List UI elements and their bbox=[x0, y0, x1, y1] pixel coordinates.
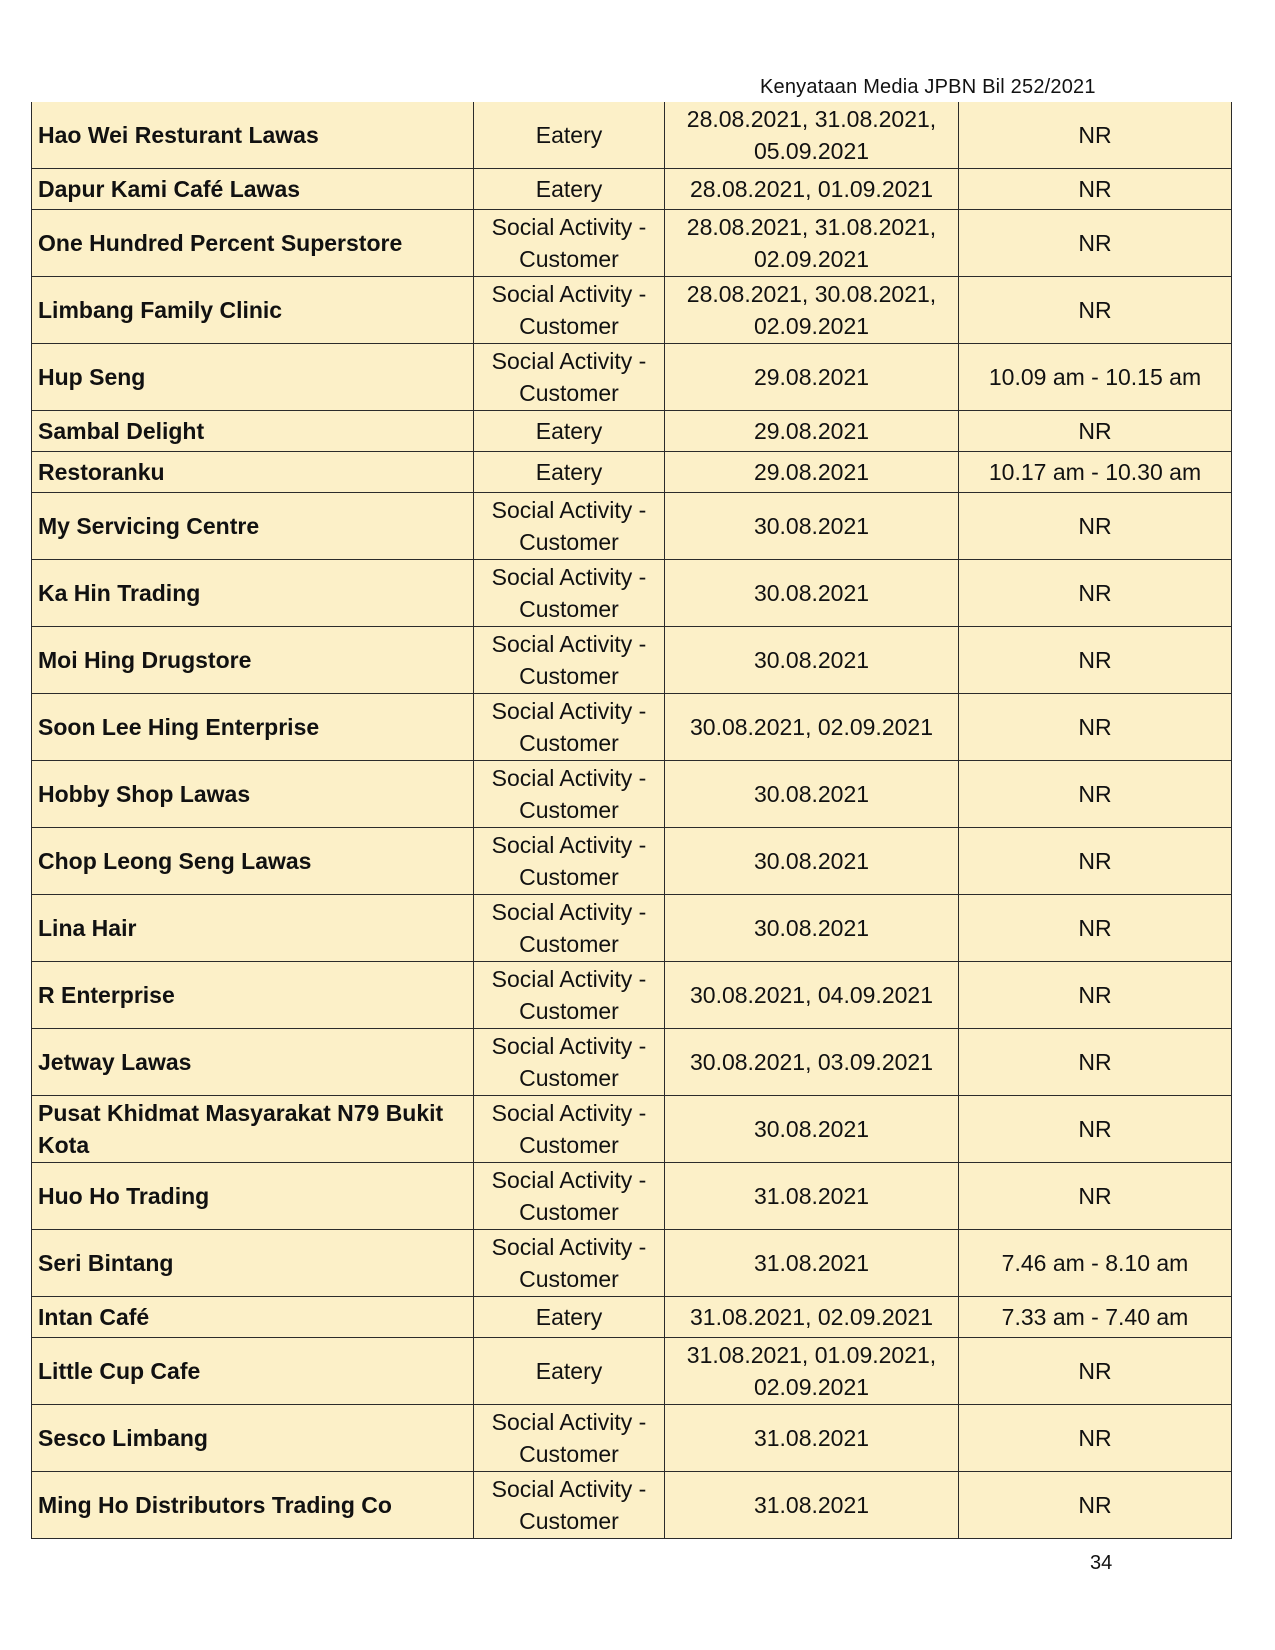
table-row bbox=[32, 828, 1232, 895]
premise-type: Eatery bbox=[474, 411, 665, 452]
visit-dates: 31.08.2021 bbox=[665, 1230, 959, 1297]
table-row bbox=[32, 1405, 1232, 1472]
table-row bbox=[32, 344, 1232, 411]
premise-type: Social Activity - Customer bbox=[474, 694, 665, 761]
visit-dates: 30.08.2021 bbox=[665, 895, 959, 962]
visit-time: 10.17 am - 10.30 am bbox=[959, 452, 1232, 493]
visit-time: NR bbox=[959, 962, 1232, 1029]
premises-table bbox=[31, 102, 1232, 1539]
visit-dates: 30.08.2021 bbox=[665, 761, 959, 828]
table-row bbox=[32, 560, 1232, 627]
table-row bbox=[32, 962, 1232, 1029]
visit-dates: 29.08.2021 bbox=[665, 452, 959, 493]
premise-type: Social Activity - Customer bbox=[474, 895, 665, 962]
visit-dates: 29.08.2021 bbox=[665, 411, 959, 452]
premise-name: Soon Lee Hing Enterprise bbox=[32, 694, 474, 761]
visit-dates: 30.08.2021 bbox=[665, 627, 959, 694]
visit-time: 10.09 am - 10.15 am bbox=[959, 344, 1232, 411]
premise-name: My Servicing Centre bbox=[32, 493, 474, 560]
visit-dates: 31.08.2021, 01.09.2021, 02.09.2021 bbox=[665, 1338, 959, 1405]
visit-dates: 30.08.2021 bbox=[665, 493, 959, 560]
premise-name: Huo Ho Trading bbox=[32, 1163, 474, 1230]
premise-type: Social Activity - Customer bbox=[474, 560, 665, 627]
table-row bbox=[32, 210, 1232, 277]
visit-dates: 29.08.2021 bbox=[665, 344, 959, 411]
visit-dates: 30.08.2021 bbox=[665, 828, 959, 895]
premise-name: Ka Hin Trading bbox=[32, 560, 474, 627]
visit-dates: 28.08.2021, 01.09.2021 bbox=[665, 169, 959, 210]
premise-type: Social Activity - Customer bbox=[474, 627, 665, 694]
premise-name: Sesco Limbang bbox=[32, 1405, 474, 1472]
visit-time: NR bbox=[959, 761, 1232, 828]
visit-dates: 30.08.2021, 03.09.2021 bbox=[665, 1029, 959, 1096]
visit-time: NR bbox=[959, 560, 1232, 627]
premise-type: Social Activity - Customer bbox=[474, 962, 665, 1029]
premise-name: Limbang Family Clinic bbox=[32, 277, 474, 344]
premise-name: Dapur Kami Café Lawas bbox=[32, 169, 474, 210]
premise-name: One Hundred Percent Superstore bbox=[32, 210, 474, 277]
premise-name: Hup Seng bbox=[32, 344, 474, 411]
visit-dates: 30.08.2021, 02.09.2021 bbox=[665, 694, 959, 761]
visit-time: NR bbox=[959, 828, 1232, 895]
table-row bbox=[32, 493, 1232, 560]
premise-type: Social Activity - Customer bbox=[474, 493, 665, 560]
premise-type: Social Activity - Customer bbox=[474, 1472, 665, 1539]
visit-time: NR bbox=[959, 102, 1232, 169]
visit-time: NR bbox=[959, 1029, 1232, 1096]
table-row bbox=[32, 1029, 1232, 1096]
premise-name: Seri Bintang bbox=[32, 1230, 474, 1297]
premise-type: Social Activity - Customer bbox=[474, 210, 665, 277]
visit-dates: 30.08.2021 bbox=[665, 1096, 959, 1163]
table-row bbox=[32, 1472, 1232, 1539]
visit-time: 7.46 am - 8.10 am bbox=[959, 1230, 1232, 1297]
visit-time: NR bbox=[959, 895, 1232, 962]
visit-time: NR bbox=[959, 169, 1232, 210]
premise-name: Sambal Delight bbox=[32, 411, 474, 452]
table-row bbox=[32, 1163, 1232, 1230]
table-row bbox=[32, 452, 1232, 493]
visit-time: 7.33 am - 7.40 am bbox=[959, 1297, 1232, 1338]
premise-name: Little Cup Cafe bbox=[32, 1338, 474, 1405]
visit-dates: 30.08.2021 bbox=[665, 560, 959, 627]
premise-name: Hobby Shop Lawas bbox=[32, 761, 474, 828]
visit-time: NR bbox=[959, 210, 1232, 277]
premise-type: Eatery bbox=[474, 169, 665, 210]
visit-dates: 30.08.2021, 04.09.2021 bbox=[665, 962, 959, 1029]
visit-dates: 28.08.2021, 31.08.2021, 02.09.2021 bbox=[665, 210, 959, 277]
premise-name: Pusat Khidmat Masyarakat N79 Bukit Kota bbox=[32, 1096, 474, 1163]
premise-type: Eatery bbox=[474, 1338, 665, 1405]
visit-time: NR bbox=[959, 493, 1232, 560]
premise-name: R Enterprise bbox=[32, 962, 474, 1029]
table-row bbox=[32, 694, 1232, 761]
visit-time: NR bbox=[959, 411, 1232, 452]
visit-dates: 31.08.2021 bbox=[665, 1405, 959, 1472]
visit-time: NR bbox=[959, 1163, 1232, 1230]
visit-time: NR bbox=[959, 1338, 1232, 1405]
premise-name: Jetway Lawas bbox=[32, 1029, 474, 1096]
premise-type: Social Activity - Customer bbox=[474, 1230, 665, 1297]
visit-dates: 28.08.2021, 30.08.2021, 02.09.2021 bbox=[665, 277, 959, 344]
premise-name: Ming Ho Distributors Trading Co bbox=[32, 1472, 474, 1539]
table-row bbox=[32, 1096, 1232, 1163]
visit-dates: 31.08.2021 bbox=[665, 1472, 959, 1539]
premise-type: Social Activity - Customer bbox=[474, 1029, 665, 1096]
page-header: Kenyataan Media JPBN Bil 252/2021 bbox=[760, 76, 1096, 98]
visit-dates: 31.08.2021, 02.09.2021 bbox=[665, 1297, 959, 1338]
premise-type: Eatery bbox=[474, 102, 665, 169]
page-number: 34 bbox=[1090, 1552, 1113, 1574]
table-row bbox=[32, 169, 1232, 210]
premise-type: Social Activity - Customer bbox=[474, 761, 665, 828]
visit-dates: 31.08.2021 bbox=[665, 1163, 959, 1230]
visit-dates: 28.08.2021, 31.08.2021, 05.09.2021 bbox=[665, 102, 959, 169]
visit-time: NR bbox=[959, 627, 1232, 694]
table-row bbox=[32, 627, 1232, 694]
visit-time: NR bbox=[959, 1472, 1232, 1539]
premise-name: Moi Hing Drugstore bbox=[32, 627, 474, 694]
premise-type: Social Activity - Customer bbox=[474, 828, 665, 895]
visit-time: NR bbox=[959, 1096, 1232, 1163]
premise-name: Lina Hair bbox=[32, 895, 474, 962]
premise-type: Social Activity - Customer bbox=[474, 1096, 665, 1163]
premise-type: Social Activity - Customer bbox=[474, 344, 665, 411]
table-row bbox=[32, 1230, 1232, 1297]
table-row bbox=[32, 1297, 1232, 1338]
premise-name: Restoranku bbox=[32, 452, 474, 493]
premise-type: Eatery bbox=[474, 1297, 665, 1338]
premise-name: Hao Wei Resturant Lawas bbox=[32, 102, 474, 169]
premise-name: Chop Leong Seng Lawas bbox=[32, 828, 474, 895]
premise-type: Social Activity - Customer bbox=[474, 1405, 665, 1472]
premise-type: Social Activity - Customer bbox=[474, 277, 665, 344]
premise-type: Social Activity - Customer bbox=[474, 1163, 665, 1230]
table-row bbox=[32, 277, 1232, 344]
table-row bbox=[32, 895, 1232, 962]
table-row bbox=[32, 1338, 1232, 1405]
premise-name: Intan Café bbox=[32, 1297, 474, 1338]
visit-time: NR bbox=[959, 694, 1232, 761]
table-row bbox=[32, 761, 1232, 828]
visit-time: NR bbox=[959, 1405, 1232, 1472]
visit-time: NR bbox=[959, 277, 1232, 344]
premise-type: Eatery bbox=[474, 452, 665, 493]
table-row bbox=[32, 411, 1232, 452]
table-row bbox=[32, 102, 1232, 169]
